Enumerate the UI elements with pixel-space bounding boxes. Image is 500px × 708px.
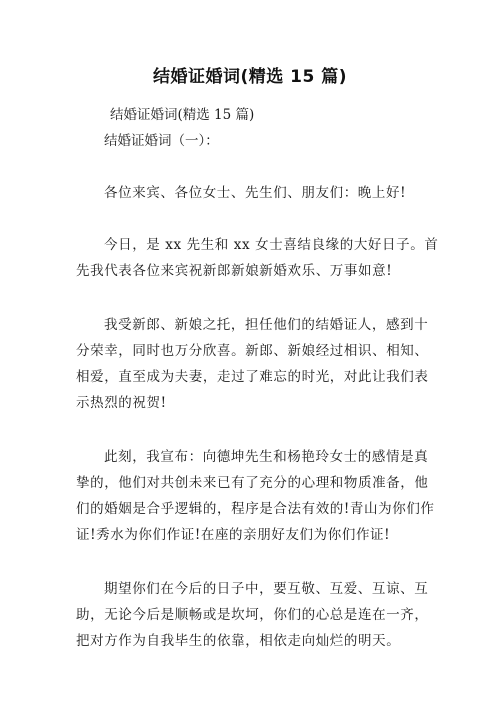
- paragraph-3-line-2: 分荣幸，同时也万分欣喜。新郎、新娘经过相识、相知、: [76, 343, 429, 359]
- paragraph-3-line-3: 相爱，直至成为夫妻，走过了难忘的时光，对此让我们表: [76, 369, 429, 385]
- paragraph-3-line-4: 示热烈的祝贺!: [76, 395, 167, 411]
- document-title: 结婚证婚词(精选 15 篇): [152, 67, 348, 87]
- paragraph-2-line-2: 先我代表各位来宾祝新郎新娘新婚欢乐、万事如意!: [76, 263, 393, 279]
- document-subtitle: 结婚证婚词(精选 15 篇): [110, 107, 255, 123]
- paragraph-1-line-1: 各位来宾、各位女士、先生们、朋友们：晚上好!: [104, 185, 407, 201]
- paragraph-4-line-3: 们的婚姻是合乎逻辑的，程序是合法有效的!青山为你们作: [76, 501, 435, 517]
- paragraph-5-line-2: 助，无论今后是顺畅或是坎坷，你们的心总是连在一齐，: [76, 607, 429, 623]
- paragraph-5-line-3: 把对方作为自我毕生的依靠，相依走向灿烂的明天。: [76, 633, 401, 649]
- paragraph-4-line-4: 证!秀水为你们作证!在座的亲朋好友们为你们作证!: [76, 527, 391, 543]
- paragraph-4-line-2: 挚的，他们对共创未来已有了充分的心理和物质准备，他: [76, 475, 429, 491]
- paragraph-5-line-1: 期望你们在今后的日子中，要互敬、互爱、互谅、互: [104, 581, 429, 597]
- paragraph-3-line-1: 我受新郎、新娘之托，担任他们的结婚证人，感到十: [104, 317, 429, 333]
- section-heading: 结婚证婚词（一）：: [104, 133, 219, 149]
- paragraph-2-line-1: 今日，是 xx 先生和 xx 女士喜结良缘的大好日子。首: [104, 237, 439, 253]
- paragraph-4-line-1: 此刻，我宣布：向德坤先生和杨艳玲女士的感情是真: [104, 449, 429, 465]
